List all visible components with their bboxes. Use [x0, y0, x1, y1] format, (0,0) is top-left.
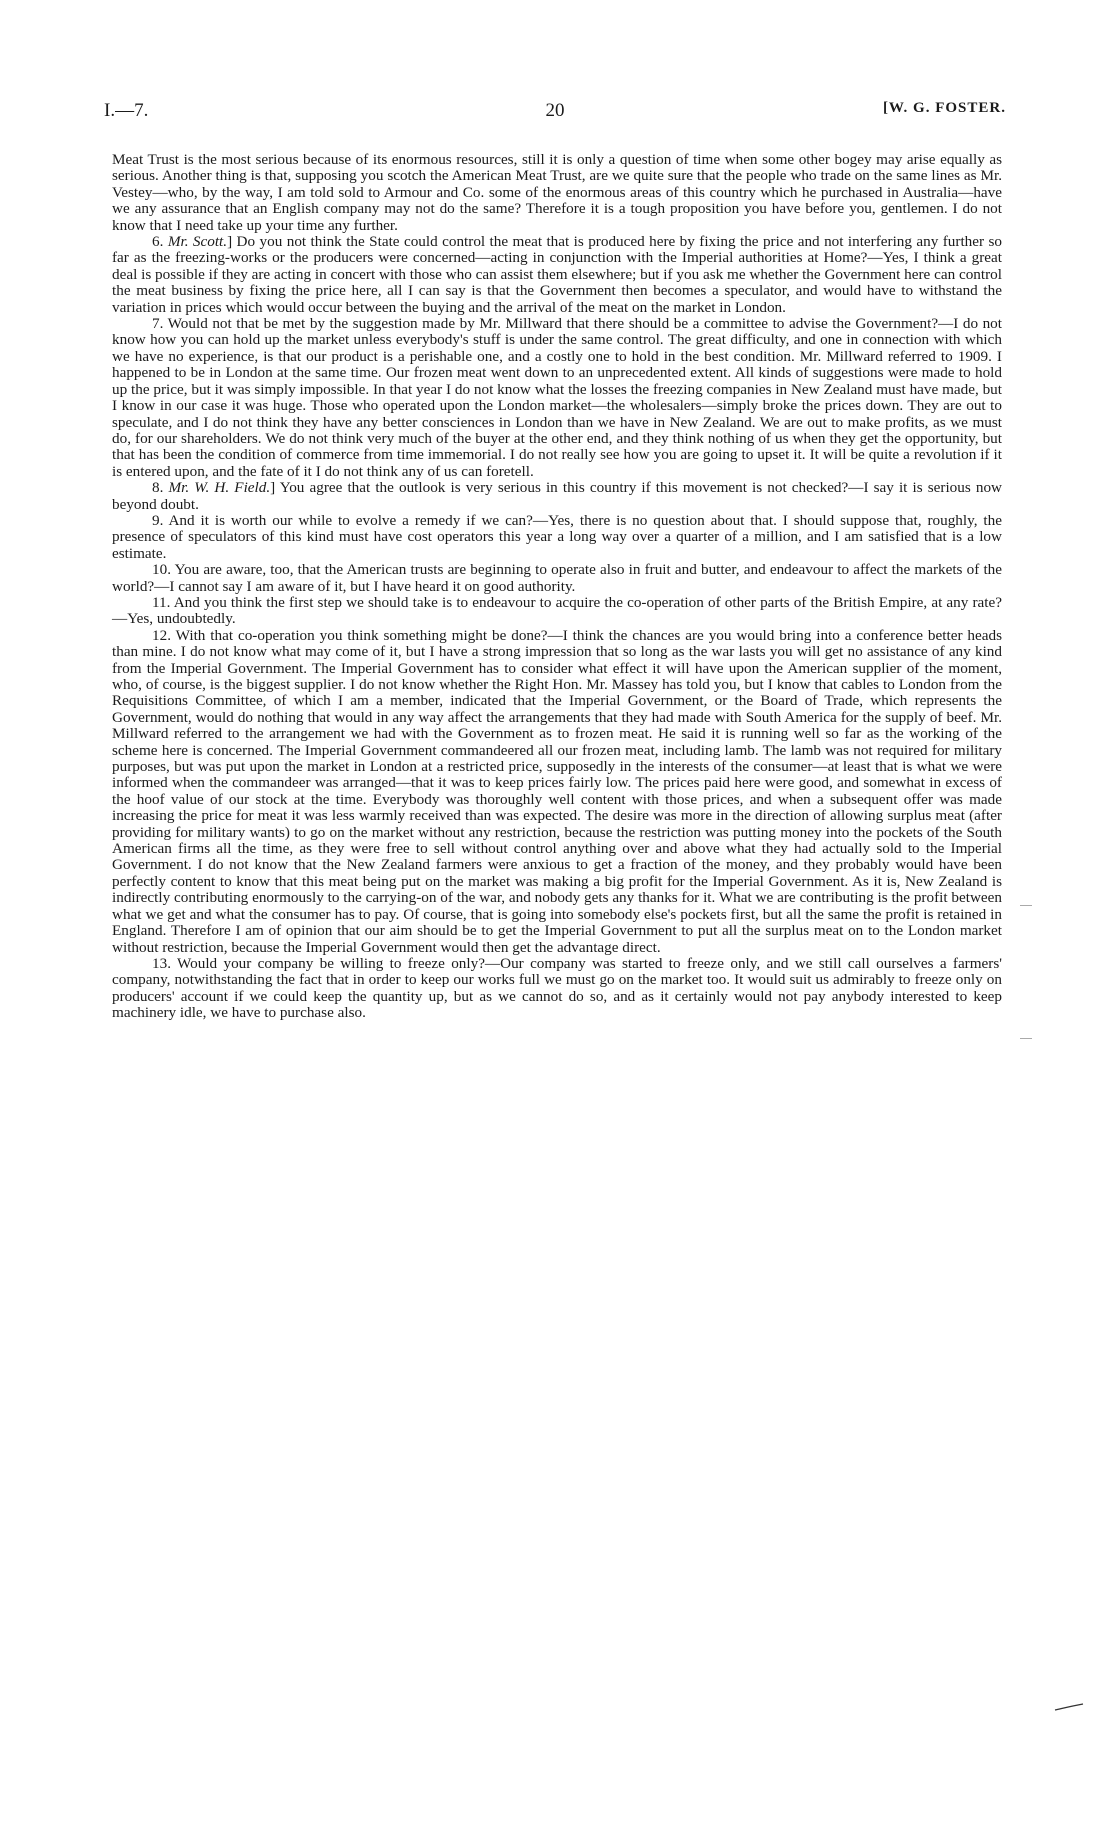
margin-mark: [1020, 905, 1032, 906]
page-number: 20: [545, 100, 565, 121]
speaker-name: Mr. Scott.: [167, 233, 228, 251]
page-header: [104, 100, 1006, 130]
paragraph-q13: [112, 956, 1002, 1022]
paragraph-intro: [112, 152, 1002, 234]
paragraph-text: 12. With that co-operation you think something might be done?—I think the chances are you would bring into a conference better heads than mine. I do not know what may come of it, but I have a strong impression that so long as the war lasts you will get no assistance of any kind from the Imperial Government. The Imperial Government has to consider what effect it will have upon the American supplier of the moment, who, of course, is the biggest supplier. I do not know whether the Right Hon. Mr. Massey has told you, but I know that cables to London from the Requisitions Committee, of which I am a member, indicated that the Imperial Government, or the Board of Trade, which represents the Government, would do nothing that would in any way affect the arrangements that they had made with South America for the supply of beef. Mr. Millward referred to the arrangement we had with the Government as to frozen meat. He said it is running well so far as the working of the scheme here is concerned. The Imperial Government commandeered all our frozen meat, including lamb. The lamb was not required for military purposes, but was put upon the market in London at a restricted price, supposedly in the interests of the consumer—at least that is what we were informed when the commandeer was arranged—that it was to keep prices fairly low. The prices paid here were good, and somewhat in excess of the hoof value of our stock at the time. Everybody was thoroughly well content with those prices, and when a subsequent offer was made increasing the price for meat it was less warmly received than was expected. The desire was more in the direction of allowing surplus meat (after providing for military wants) to go on the market without any restriction, because the restriction was putting money into the pockets of the South American firms all the time, as they were free to sell without control anything over and above what they had actually sold to the Imperial Government. I do not know that the New Zealand farmers were anxious to get a fraction of the money, and they probably would have been perfectly content to know that this meat being put on the market was making a big profit for the Imperial Government. As it is, New Zealand is indirectly contributing enormously to the carrying-on of the war, and nobody gets any thanks for it. What we are contributing is the profit between what we get and what the consumer has to pay. Of course, that is going into somebody else's pockets first, but all the same the profit is retained in England. Therefore I am of opinion that our aim should be to get the Imperial Government to put all the surplus meat on to the London market without restriction, because the Imperial Government would then get the advantage direct.: [112, 626, 1002, 956]
paragraph-q10: [112, 562, 1002, 595]
paragraph-text: Meat Trust is the most serious because of its enormous resources, still it is only a question of time when some other bogey may arise equally as serious. Another thing is that, supposing you scotch the American Meat Trust, are we quite sure that the people who trade on the same lines as Mr. Vestey—who, by the way, I am told sold to Armour and Co. some of the enormous areas of this country which he purchased in Australia—have we any assurance that an English company may not do the same? Therefore it is a tough proposition you have before you, gentlemen. I do not know that I need take up your time any further.: [112, 151, 1002, 234]
paragraph-q6: [112, 234, 1002, 316]
speaker-name: Mr. W. H. Field.: [168, 479, 271, 497]
paragraph-text: 7. Would not that be met by the suggestion made by Mr. Millward that there should be a committee to advise the Government?—I do not know how you can hold up the market unless everybody's stuff is under the same control. The great difficulty, and one in connection with which we have no experience, is that our product is a perishable one, and a costly one to hold in the best condition. Mr. Millward referred to 1909. I happened to be in London at the same time. Our frozen meat went down to an unprecedented extent. All kinds of suggestions were made to hold up the price, but it was simply impossible. In that year I do not know what the losses the freezing companies in New Zealand must have made, but I know in our case it was huge. Those who operated upon the London market—the wholesalers—simply broke the prices down. They are out to speculate, and I do not think they have any better consciences in London than we have in New Zealand. We are out to make profits, as we must do, for our shareholders. We do not think very much of the buyer at the other end, and they think nothing of us when they get the opportunity, but that has been the condition of commerce from time immemorial. I do not really see how you are going to upset it. It will be quite a revolution if it is entered upon, and the fate of it I do not think any of us can foretell.: [112, 315, 1002, 480]
margin-scribble-icon: [1054, 1703, 1084, 1711]
question-number: 8.: [152, 479, 164, 497]
paragraph-text: 13. Would your company be willing to freeze only?—Our company was started to freeze only, and we still call ourselves a farmers' company, notwithstanding the fact that in order to keep our works full we must go on the market too. It would suit us admirably to freeze only on producers' account if we could keep the quantity up, but as we cannot do so, and as it certainly would not pay anybody interested to keep machinery idle, we have to purchase also.: [112, 954, 1002, 1022]
paragraph-q11: [112, 595, 1002, 628]
paragraph-q9: [112, 513, 1002, 562]
paragraph-q8: [112, 480, 1002, 513]
paragraph-q7: [112, 316, 1002, 480]
document-reference: I.—7.: [104, 100, 149, 121]
paragraph-q12: [112, 628, 1002, 956]
body-text: [112, 152, 1002, 1022]
margin-mark: [1020, 1038, 1032, 1039]
question-number: 6.: [152, 233, 164, 251]
paragraph-text: ] You agree that the outlook is very serious in this country if this movement is not checked?—I say it is serious now beyond doubt.: [112, 479, 1003, 513]
paragraph-text: ] Do you not think the State could control the meat that is produced here by fixing the price and not interfering any further so far as the freezing-works or the producers were concerned—acting in conjunction with the Imperial authorities at Home?—Yes, I think a great deal is possible if they are acting in concert with those who can assist them elsewhere; but if you ask me whether the Government here can control the meat business by fixing the price here, all I can say is that the Government then becomes a speculator, and would have to withstand the variation in prices which would occur between the buying and the arrival of the meat on the market in London.: [112, 233, 1002, 316]
paragraph-text: 10. You are aware, too, that the American trusts are beginning to operate also in fruit and butter, and endeavour to affect the markets of the world?—I cannot say I am aware of it, but I have heard it on good authority.: [112, 561, 1002, 595]
witness-name: [W. G. FOSTER.: [882, 100, 1006, 116]
paragraph-text: 9. And it is worth our while to evolve a remedy if we can?—Yes, there is no question about that. I should suppose that, roughly, the presence of speculators of this kind must have cost operators this year a long way over a quarter of a million, and I am satisfied that is a low estimate.: [112, 511, 1002, 562]
paragraph-text: 11. And you think the first step we should take is to endeavour to acquire the co-operation of other parts of the British Empire, at any rate?—Yes, undoubtedly.: [112, 593, 1002, 628]
